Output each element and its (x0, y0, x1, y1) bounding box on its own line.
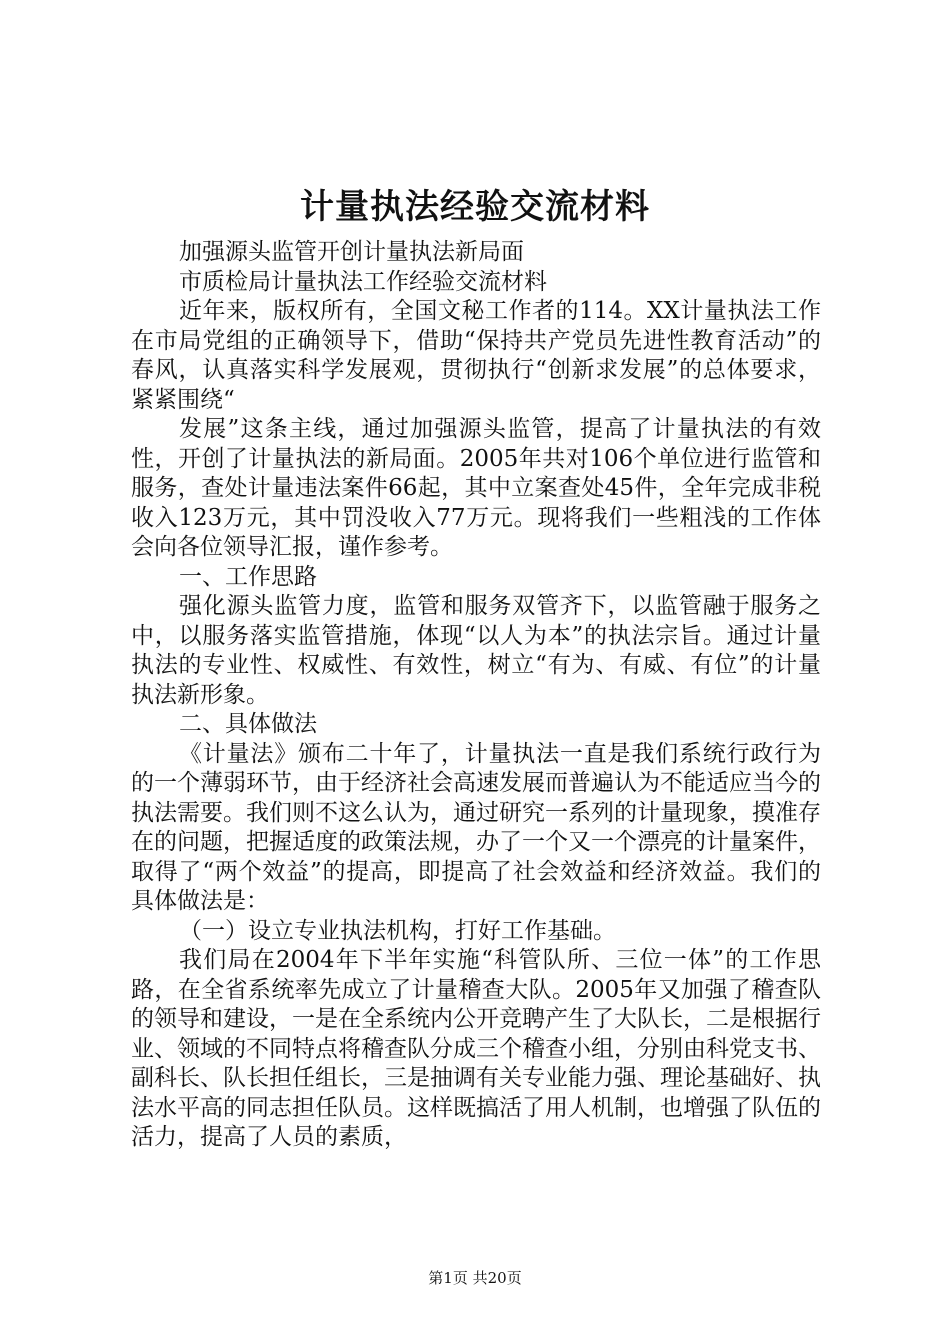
subtitle-line: 加强源头监管开创计量执法新局面 (179, 239, 524, 265)
document-body (131, 238, 821, 1153)
body-paragraph: 近年来，版权所有，全国文秘工作者的114。XX计量执法工作在市局党组的正确领导下，借助“保持共产党员先进性教育活动”的春风，认真落实科学发展观，贯彻执行“创新求发展”的总体要求，紧紧围绕“ (131, 298, 821, 413)
subtitle-line: 市质检局计量执法工作经验交流材料 (179, 268, 547, 295)
body-paragraph: 发展”这条主线，通过加强源头监管，提高了计量执法的有效性，开创了计量执法的新局面。2005年共对106个单位进行监管和服务，查处计量违法案件66起，其中立案查处45件，全年完成非税收入123万元，其中罚没收入77万元。现将我们一些粗浅的工作体会向各位领导汇报，谨作参考。 (131, 416, 821, 560)
body-paragraph: 强化源头监管力度，监管和服务双管齐下，以监管融于服务之中，以服务落实监管措施，体现“以人为本”的执法宗旨。通过计量执法的专业性、权威性、有效性，树立“有为、有威、有位”的计量执法新形象。 (131, 593, 821, 708)
section-heading: 一、工作思路 (179, 563, 317, 590)
subsection-heading: （一）设立专业执法机构，打好工作基础。 (179, 917, 616, 944)
body-paragraph: 《计量法》颁布二十年了，计量执法一直是我们系统行政行为的一个薄弱环节，由于经济社会高速发展而普遍认为不能适应当今的执法需要。我们则不这么认为，通过研究一系列的计量现象，摸准存在的问题，把握适度的政策法规，办了一个又一个漂亮的计量案件，取得了“两个效益”的提高，即提高了社会效益和经济效益。我们的具体做法是： (131, 740, 821, 914)
document-title: 计量执法经验交流材料 (300, 187, 650, 227)
body-paragraph: 我们局在2004年下半年实施“科管队所、三位一体”的工作思路，在全省系统率先成立了计量稽查大队。2005年又加强了稽查队的领导和建设，一是在全系统内公开竞聘产生了大队长，二是根据行业、领域的不同特点将稽查队分成三个稽查小组，分别由科党支书、副科长、队长担任组长，三是抽调有关专业能力强、理论基础好、执法水平高的同志担任队员。这样既搞活了用人机制，也增强了队伍的活力，提高了人员的素质， (131, 947, 821, 1150)
page-number-footer: 第1页 共20页 (428, 1269, 522, 1287)
section-heading: 二、具体做法 (179, 711, 317, 737)
